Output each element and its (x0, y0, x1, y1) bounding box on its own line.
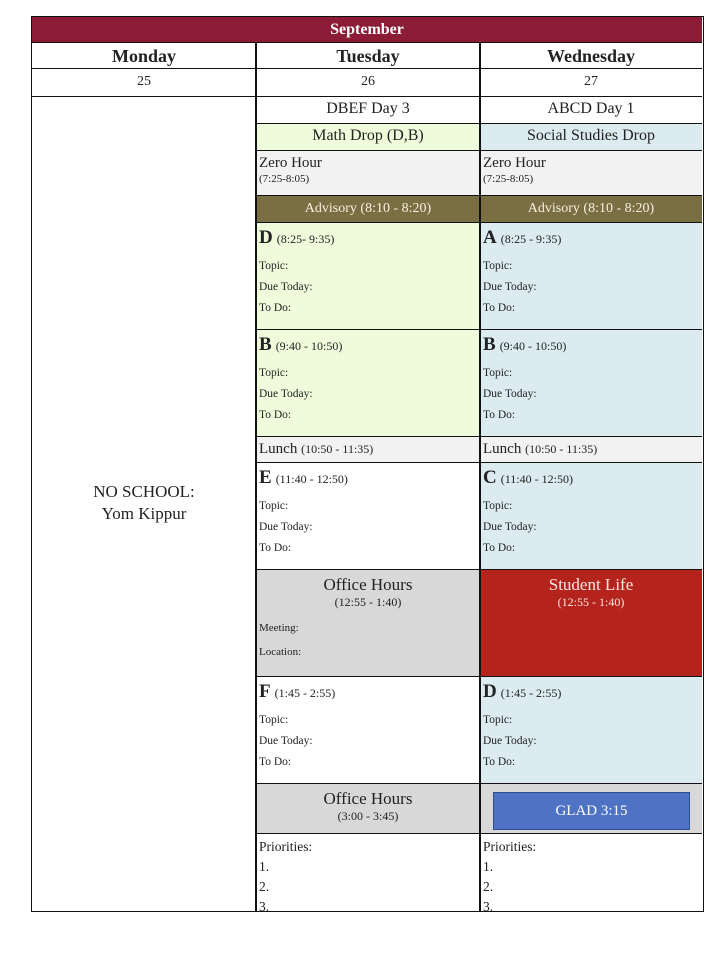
date-tuesday: 26 (256, 68, 480, 96)
tuesday-advisory: Advisory (8:10 - 8:20) (256, 195, 480, 222)
day-name-monday: Monday (32, 42, 256, 68)
day-name-tuesday: Tuesday (256, 42, 480, 68)
period-letter: D (259, 227, 273, 248)
priority-3: 3. (259, 899, 270, 911)
office-hours-title: Office Hours (323, 575, 413, 594)
priorities-label: Priorities: (483, 839, 537, 854)
wednesday-zero-hour (480, 150, 702, 195)
wednesday-rotation: ABCD Day 1 (480, 96, 702, 123)
period-time: (8:25 - 9:35) (500, 232, 562, 246)
column-divider-2 (479, 42, 481, 911)
tuesday-rotation: DBEF Day 3 (256, 96, 480, 123)
date-wednesday: 27 (480, 68, 702, 96)
to-do-label: To Do: (259, 756, 292, 768)
tuesday-priorities (256, 833, 480, 911)
due-today-label: Due Today: (483, 281, 537, 293)
topic-label: Topic: (483, 367, 513, 379)
topic-label: Topic: (259, 367, 289, 379)
to-do-label: To Do: (259, 542, 292, 554)
lunch-time: (10:50 - 11:35) (301, 442, 374, 456)
to-do-label: To Do: (483, 756, 516, 768)
wednesday-lunch (480, 436, 702, 462)
topic-label: Topic: (259, 714, 289, 726)
tuesday-period-2 (256, 329, 480, 436)
lunch-time: (10:50 - 11:35) (525, 442, 598, 456)
wednesday-end-block (480, 783, 702, 833)
column-divider-1 (255, 42, 257, 911)
due-today-label: Due Today: (259, 281, 313, 293)
glad-event[interactable]: GLAD 3:15 (493, 792, 690, 830)
location-label: Location: (259, 646, 302, 658)
office-hours-time: (12:55 - 1:40) (334, 595, 402, 609)
priority-2: 2. (483, 879, 494, 894)
due-today-label: Due Today: (259, 388, 313, 400)
period-letter: D (483, 681, 497, 702)
zero-hour-time: (7:25-8:05) (483, 173, 534, 185)
period-letter: E (259, 467, 272, 488)
wednesday-advisory: Advisory (8:10 - 8:20) (480, 195, 702, 222)
due-today-label: Due Today: (483, 735, 537, 747)
wednesday-period-1 (480, 222, 702, 329)
tuesday-office-hours-end (256, 783, 480, 833)
period-letter: B (259, 334, 272, 355)
period-letter: C (483, 467, 497, 488)
wednesday-period-3 (480, 462, 702, 569)
month-header: September (32, 17, 702, 42)
due-today-label: Due Today: (259, 521, 313, 533)
wednesday-student-life (480, 569, 702, 676)
period-time: (8:25- 9:35) (276, 232, 335, 246)
period-letter: B (483, 334, 496, 355)
period-time: (9:40 - 10:50) (499, 339, 567, 353)
topic-label: Topic: (483, 714, 513, 726)
office-hours-time: (3:00 - 3:45) (337, 809, 399, 823)
wednesday-period-2 (480, 329, 702, 436)
no-school-line2: Yom Kippur (101, 504, 187, 523)
no-school-note (32, 481, 256, 525)
period-letter: F (259, 681, 271, 702)
due-today-label: Due Today: (259, 735, 313, 747)
date-monday: 25 (32, 68, 256, 96)
tuesday-period-3 (256, 462, 480, 569)
tuesday-drop: Math Drop (D,B) (256, 123, 480, 150)
priority-2: 2. (259, 879, 270, 894)
no-school-line1: NO SCHOOL: (93, 482, 195, 501)
zero-hour-time: (7:25-8:05) (259, 173, 310, 185)
to-do-label: To Do: (259, 409, 292, 421)
calendar-sheet (31, 16, 704, 912)
meeting-label: Meeting: (259, 622, 299, 634)
wednesday-priorities (480, 833, 702, 911)
priority-1: 1. (483, 859, 494, 874)
monday-body (32, 96, 256, 911)
tuesday-office-hours-midday (256, 569, 480, 676)
period-letter: A (483, 227, 497, 248)
day-name-wednesday: Wednesday (480, 42, 702, 68)
lunch-label: Lunch (483, 441, 522, 457)
lunch-label: Lunch (259, 441, 298, 457)
period-time: (9:40 - 10:50) (275, 339, 343, 353)
period-time: (1:45 - 2:55) (274, 686, 336, 700)
topic-label: Topic: (259, 260, 289, 272)
zero-hour-label: Zero Hour (483, 155, 546, 171)
to-do-label: To Do: (483, 542, 516, 554)
due-today-label: Due Today: (483, 521, 537, 533)
due-today-label: Due Today: (483, 388, 537, 400)
wednesday-period-4 (480, 676, 702, 783)
to-do-label: To Do: (483, 302, 516, 314)
period-time: (11:40 - 12:50) (500, 472, 573, 486)
topic-label: Topic: (483, 500, 513, 512)
period-time: (11:40 - 12:50) (275, 472, 348, 486)
wednesday-drop: Social Studies Drop (480, 123, 702, 150)
to-do-label: To Do: (259, 302, 292, 314)
tuesday-period-1 (256, 222, 480, 329)
topic-label: Topic: (259, 500, 289, 512)
priority-1: 1. (259, 859, 270, 874)
period-time: (1:45 - 2:55) (500, 686, 562, 700)
tuesday-lunch (256, 436, 480, 462)
student-life-time: (12:55 - 1:40) (557, 595, 625, 609)
to-do-label: To Do: (483, 409, 516, 421)
tuesday-zero-hour (256, 150, 480, 195)
priorities-label: Priorities: (259, 839, 313, 854)
tuesday-period-4 (256, 676, 480, 783)
student-life-title: Student Life (548, 575, 634, 594)
office-hours-title: Office Hours (323, 789, 413, 808)
topic-label: Topic: (483, 260, 513, 272)
priority-3: 3. (483, 899, 494, 911)
zero-hour-label: Zero Hour (259, 155, 322, 171)
